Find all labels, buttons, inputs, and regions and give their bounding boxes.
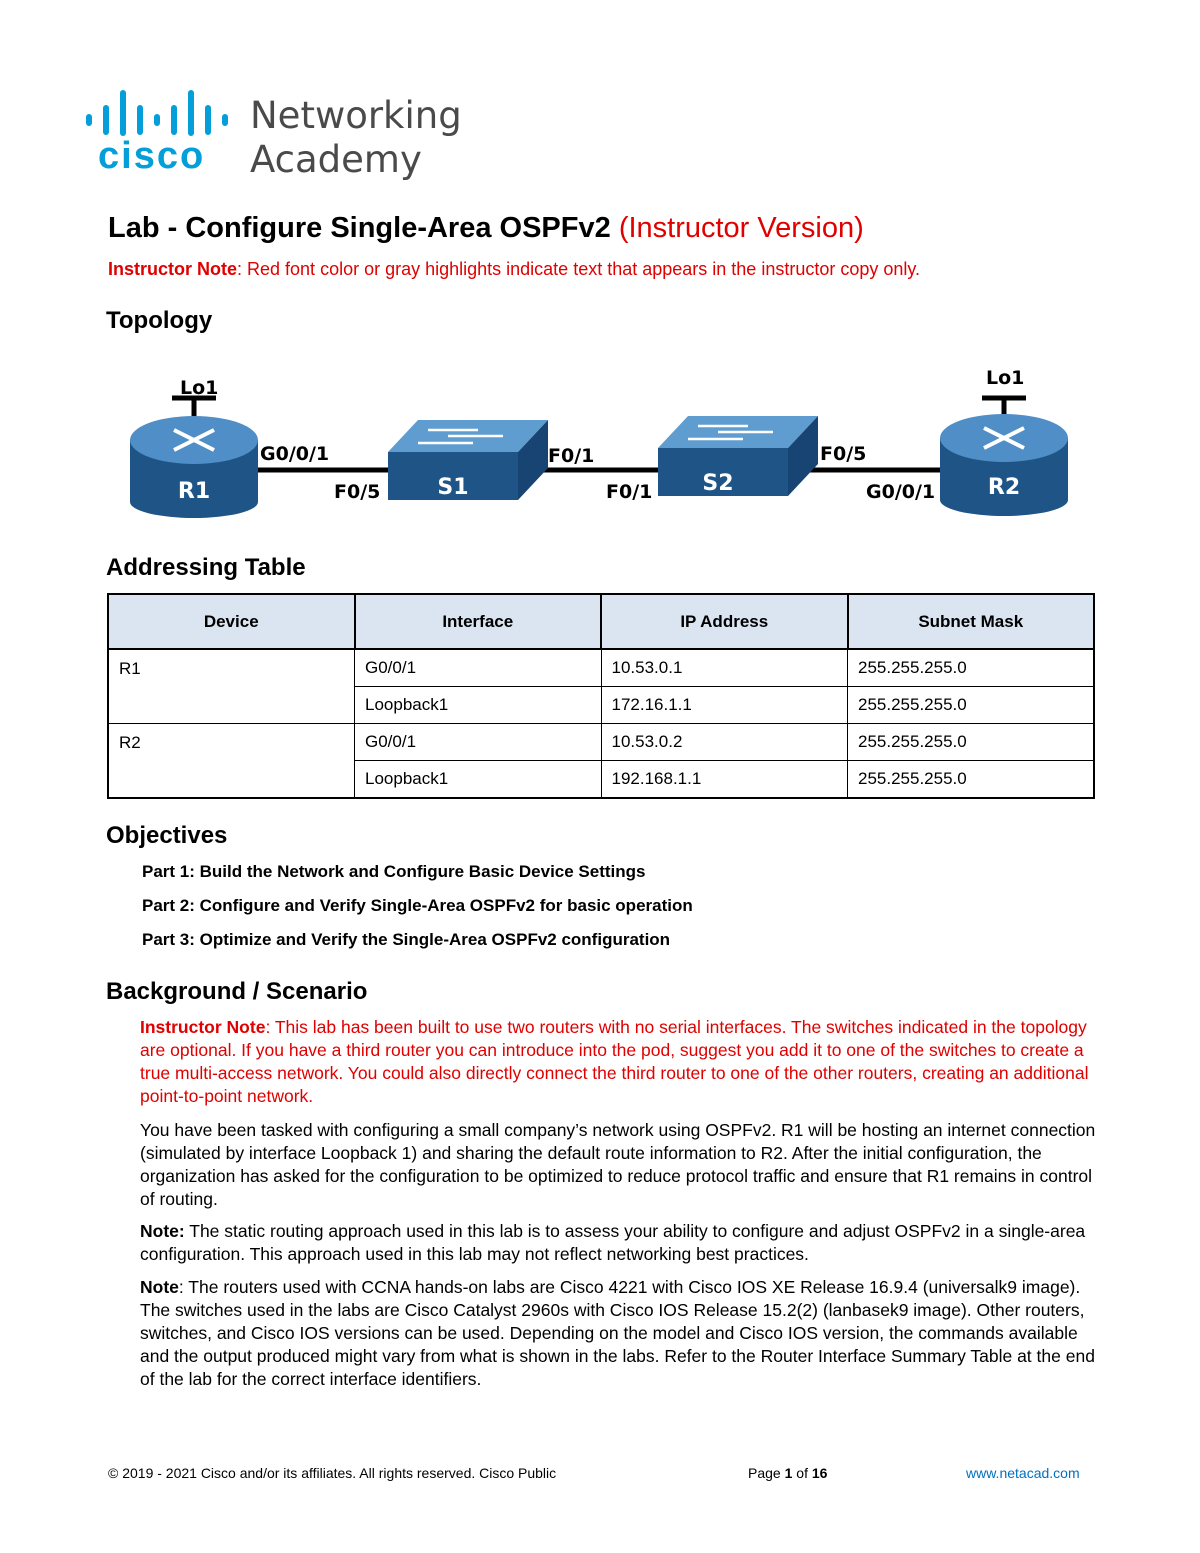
switch-s1 [388, 420, 548, 500]
cisco-networking-academy-logo [86, 88, 476, 180]
s1-label: S1 [437, 475, 469, 500]
objective-item: Part 1: Build the Network and Configure Basic Device Settings [142, 862, 646, 881]
table-row [108, 724, 1094, 761]
objectives-list [142, 862, 693, 964]
addressing-heading: Addressing Table [106, 554, 306, 581]
cell-mask: 255.255.255.0 [848, 687, 1095, 724]
bg-instructor-note-text: : This lab has been built to use two routers with no serial interfaces. The switches indicated in the topology are optional. If you have a third router you can introduce into the pod, suggest you add it to one of the switches to create a true multi-access network. You could also directly connect the third router to one of the other routers, creating an additional point-to-point network. [140, 1017, 1089, 1106]
footer-netacad-link[interactable]: www.netacad.com [966, 1465, 1080, 1481]
r2-lo1-label: Lo1 [986, 367, 1025, 389]
note1-text: The static routing approach used in this lab is to assess your ability to configure and adjust OSPFv2 in a single-area configuration. This approach used in this lab may not reflect networking best practices. [140, 1221, 1086, 1264]
instructor-note-text: : Red font color or gray highlights indicate text that appears in the instructor copy only. [237, 259, 921, 279]
instructor-note-label: Instructor Note [108, 259, 238, 279]
header-device: Device [108, 594, 355, 649]
router-r2 [940, 398, 1068, 516]
s1-f01-label: F0/1 [548, 445, 595, 467]
bg-instructor-note-label: Instructor Note [140, 1017, 266, 1037]
note2-text: : The routers used with CCNA hands-on labs are Cisco 4221 with Cisco IOS XE Release 16.9.4 (universalk9 image). The switches used in the labs are Cisco Catalyst 2960s with Cisco IOS Release 15.2(2) (lanbasek9 image). Other routers, switches, and Cisco IOS versions can be used. Depending on the model and Cisco IOS version, the commands available and the output produced might vary from what is shown in the labs. Refer to the Router Interface Summary Table at the end of the lab for the correct interface identifiers. [140, 1277, 1095, 1389]
note2-label: Note [140, 1277, 179, 1297]
objectives-heading: Objectives [106, 822, 228, 849]
background-heading: Background / Scenario [106, 978, 368, 1005]
cell-interface: G0/0/1 [355, 649, 602, 687]
table-header-row [108, 594, 1094, 649]
addressing-table [107, 593, 1095, 799]
r1-interface-label: G0/0/1 [260, 443, 330, 465]
s2-label: S2 [702, 471, 734, 496]
title-suffix: (Instructor Version) [618, 212, 864, 244]
topology-diagram [108, 360, 1098, 530]
instructor-note-top [108, 259, 920, 280]
page-title [108, 212, 864, 245]
topology-heading: Topology [106, 307, 213, 334]
s2-f01-label: F0/1 [606, 481, 653, 503]
cell-ip: 192.168.1.1 [601, 761, 848, 799]
cell-ip: 10.53.0.1 [601, 649, 848, 687]
cell-device: R1 [108, 649, 355, 724]
r1-label: R1 [177, 479, 211, 504]
cisco-bars-icon [86, 90, 228, 136]
cell-device: R2 [108, 724, 355, 799]
cell-ip: 10.53.0.2 [601, 724, 848, 761]
cisco-wordmark: cisco [98, 135, 206, 177]
r2-interface-label: G0/0/1 [866, 481, 936, 503]
cell-mask: 255.255.255.0 [848, 724, 1095, 761]
note-router-versions [140, 1276, 1100, 1391]
cell-ip: 172.16.1.1 [601, 687, 848, 724]
note-static-routing [140, 1220, 1100, 1266]
table-row [108, 649, 1094, 687]
header-ip: IP Address [601, 594, 848, 649]
footer-page-label: Page [748, 1465, 781, 1481]
cell-interface: G0/0/1 [355, 724, 602, 761]
cell-mask: 255.255.255.0 [848, 761, 1095, 799]
s1-f05-label: F0/5 [334, 481, 381, 503]
switch-s2 [658, 416, 818, 496]
title-main: Lab - Configure Single-Area OSPFv2 [108, 212, 611, 244]
header-mask: Subnet Mask [848, 594, 1095, 649]
background-paragraph: You have been tasked with configuring a small company’s network using OSPFv2. R1 will be hosting an internet connection (simulated by interface Loopback 1) and sharing the default route information to R2. After the initial configuration, the organization has asked for the configuration to be optimized to reduce protocol traffic and ensure that R1 remains in control of routing. [140, 1120, 1096, 1209]
objective-item: Part 3: Optimize and Verify the Single-Area OSPFv2 configuration [142, 930, 671, 949]
header-interface: Interface [355, 594, 602, 649]
s2-f05-label: F0/5 [820, 443, 867, 465]
r2-label: R2 [987, 475, 1021, 500]
background-instructor-note [140, 1016, 1100, 1108]
footer-page-of: of [796, 1465, 808, 1481]
cell-interface: Loopback1 [355, 761, 602, 799]
r1-lo1-label: Lo1 [180, 377, 219, 399]
objective-item: Part 2: Configure and Verify Single-Area OSPFv2 for basic operation [142, 896, 693, 915]
footer-page-number [748, 1465, 827, 1481]
cell-mask: 255.255.255.0 [848, 649, 1095, 687]
footer-page-total: 16 [811, 1465, 828, 1481]
logo-academy: Academy [250, 138, 422, 180]
logo-networking: Networking [250, 94, 462, 137]
router-r1 [130, 398, 258, 518]
footer-copyright: © 2019 - 2021 Cisco and/or its affiliates. All rights reserved. Cisco Public [108, 1465, 557, 1481]
footer-page-current: 1 [784, 1465, 793, 1481]
note1-label: Note: [140, 1221, 185, 1241]
cell-interface: Loopback1 [355, 687, 602, 724]
